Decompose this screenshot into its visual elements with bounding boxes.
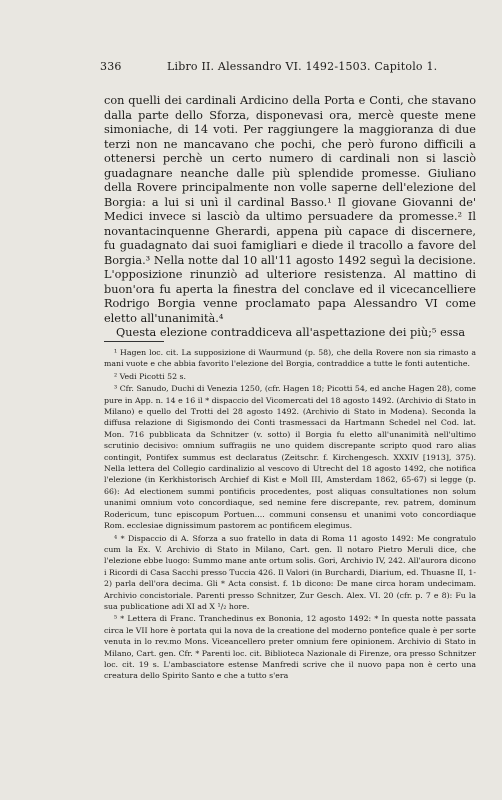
page-number: 336 xyxy=(100,60,122,73)
footnote: ¹ Hagen loc. cit. La supposizione di Waurmund (p. 58), che della Rovere non sia rimasto a mani vuote e che abbia favorito l'elezione del Borgia, contraddice a tutte le fonti autentiche. xyxy=(104,348,476,369)
footnote: ³ Cfr. Sanudo, Duchi di Venezia 1250, (cfr. Hagen 18; Picotti 54, ed anche Hagen 28), come pure in App. n. 14 e 16 il * dispaccio del Vicomercati del 18 agosto 1492. (Archivio di Stato in Milano) e quello del Trotti del 28 agosto 1492. (Archivio di Stato in Modena). Seconda la diffusa relazione di Sigismondo dei Conti trasmessaci da Hartmann Schedel nel Cod. lat. Mon. 716 pubblicata da Schnitzer (v. sotto) il Borgia fu eletto all'unanimità nell'ultimo scrutinio decisivo: omnium suffragiis ne uno quidem discrepante scripto quod raro alias contingit, Pontifex summus est declaratus (Zeitschr. f. Kirchengesch. XXXIV [1913], 375). Nella lettera del Collegio cardinalizio al vescovo di Utrecht del 18 agosto 1492, che notifica l'elezione (in Kerkhistorisch Archief di Kist e Moll III, Amsterdam 1862, 65-67) si legge (p. 66): Ad electionem summi pontificis procedentes, post aliquas consultationes non solum unanimi omnium voto concordiaque, sed nemine fere discrepante, rev. patrem, dominum Rodericum, tunc episcopum Portuen.... communi consensu et unanimi voto concordiaque Rom. ecclesiae dignissimum pastorem ac pontificem elegimus. xyxy=(104,384,476,531)
footnote: ⁴ * Dispaccio di A. Sforza a suo fratello in data di Roma 11 agosto 1492: Me congratulo cum la Ex. V. Archivio di Stato in Milano, Cart. gen. Il notaro Pietro Meruli dice, che l'elezione ebbe luogo: Summo mane ante ortum solis. Gori, Archivio IV, 242. All'aurora dicono i Ricordi di Casa Sacchi presso Tuccia 426. Il Valori (in Burchardi, Diarium, ed. Thuasne II, 1-2) parla dell'ora decima. Gli * Acta consist. f. 1b dicono: De mane circa horam undecimam. Archivio concistoriale. Parenti presso Schnitzer, Zur Gesch. Alex. VI. 20 (cfr. p. 7 e 8): Fu la sua publicatione adi XI ad X ¹/₂ hore. xyxy=(104,533,476,611)
paragraph: Questa elezione contraddiceva all'aspettazione dei più;⁵ essa xyxy=(116,326,466,339)
footnote-separator xyxy=(104,341,164,342)
footnotes xyxy=(104,347,476,683)
footnote: ² Vedi Picotti 52 s. xyxy=(114,371,187,381)
running-title: Libro II. Alessandro VI. 1492-1503. Capitolo 1. xyxy=(167,60,438,73)
paragraph: con quelli dei cardinali Ardicino della Porta e Conti, che stavano dalla parte dello Sforza, disponevasi ora, mercè queste mene simoniache, di 14 voti. Per raggiungere la maggioranza di due terzi non ne mancavano che pochi, che però furono difficili a ottenersi perchè un certo numero di cardinali non si lasciò guadagnare neanche dalle più splendide promesse. Giuliano della Rovere principalmente non volle saperne dell'elezione del Borgia: a lui si unì il cardinal Basso.¹ Il giovane Giovanni de' Medici invece si lasciò da ultimo persuadere da promesse.² Il novantacinquenne Gherardi, appena più capace di discernere, fu guadagnato dai suoi famigliari e diede il tracollo a favore del Borgia.³ Nella notte dal 10 all'11 agosto 1492 seguì la decisione. L'opposizione rinunziò ad ulteriore resistenza. Al mattino di buon'ora fu aperta la finestra del conclave ed il vicecancelliere Rodrigo Borgia venne proclamato papa Alessandro VI come eletto all'unanimità.⁴ xyxy=(104,94,476,325)
main-text xyxy=(104,94,476,341)
footnote: ⁵ * Lettera di Franc. Tranchedinus ex Bononia, 12 agosto 1492: * In questa notte passata circa le VII hore è portata qui la nova de la creatione del moderno pontefice quale è per sorte venuta in lo rev.mo Mons. Viceancellero preter omnium fere opinionem. Archivio di Stato in Milano, Cart. gen. Cfr. * Parenti loc. cit. Biblioteca Nazionale di Firenze, ora presso Schnitzer loc. cit. 19 s. L'ambasciatore estense Manfredi scrive che il nuovo papa non è certo una creatura dello Spirito Santo e che a tutto s'era xyxy=(104,614,476,681)
